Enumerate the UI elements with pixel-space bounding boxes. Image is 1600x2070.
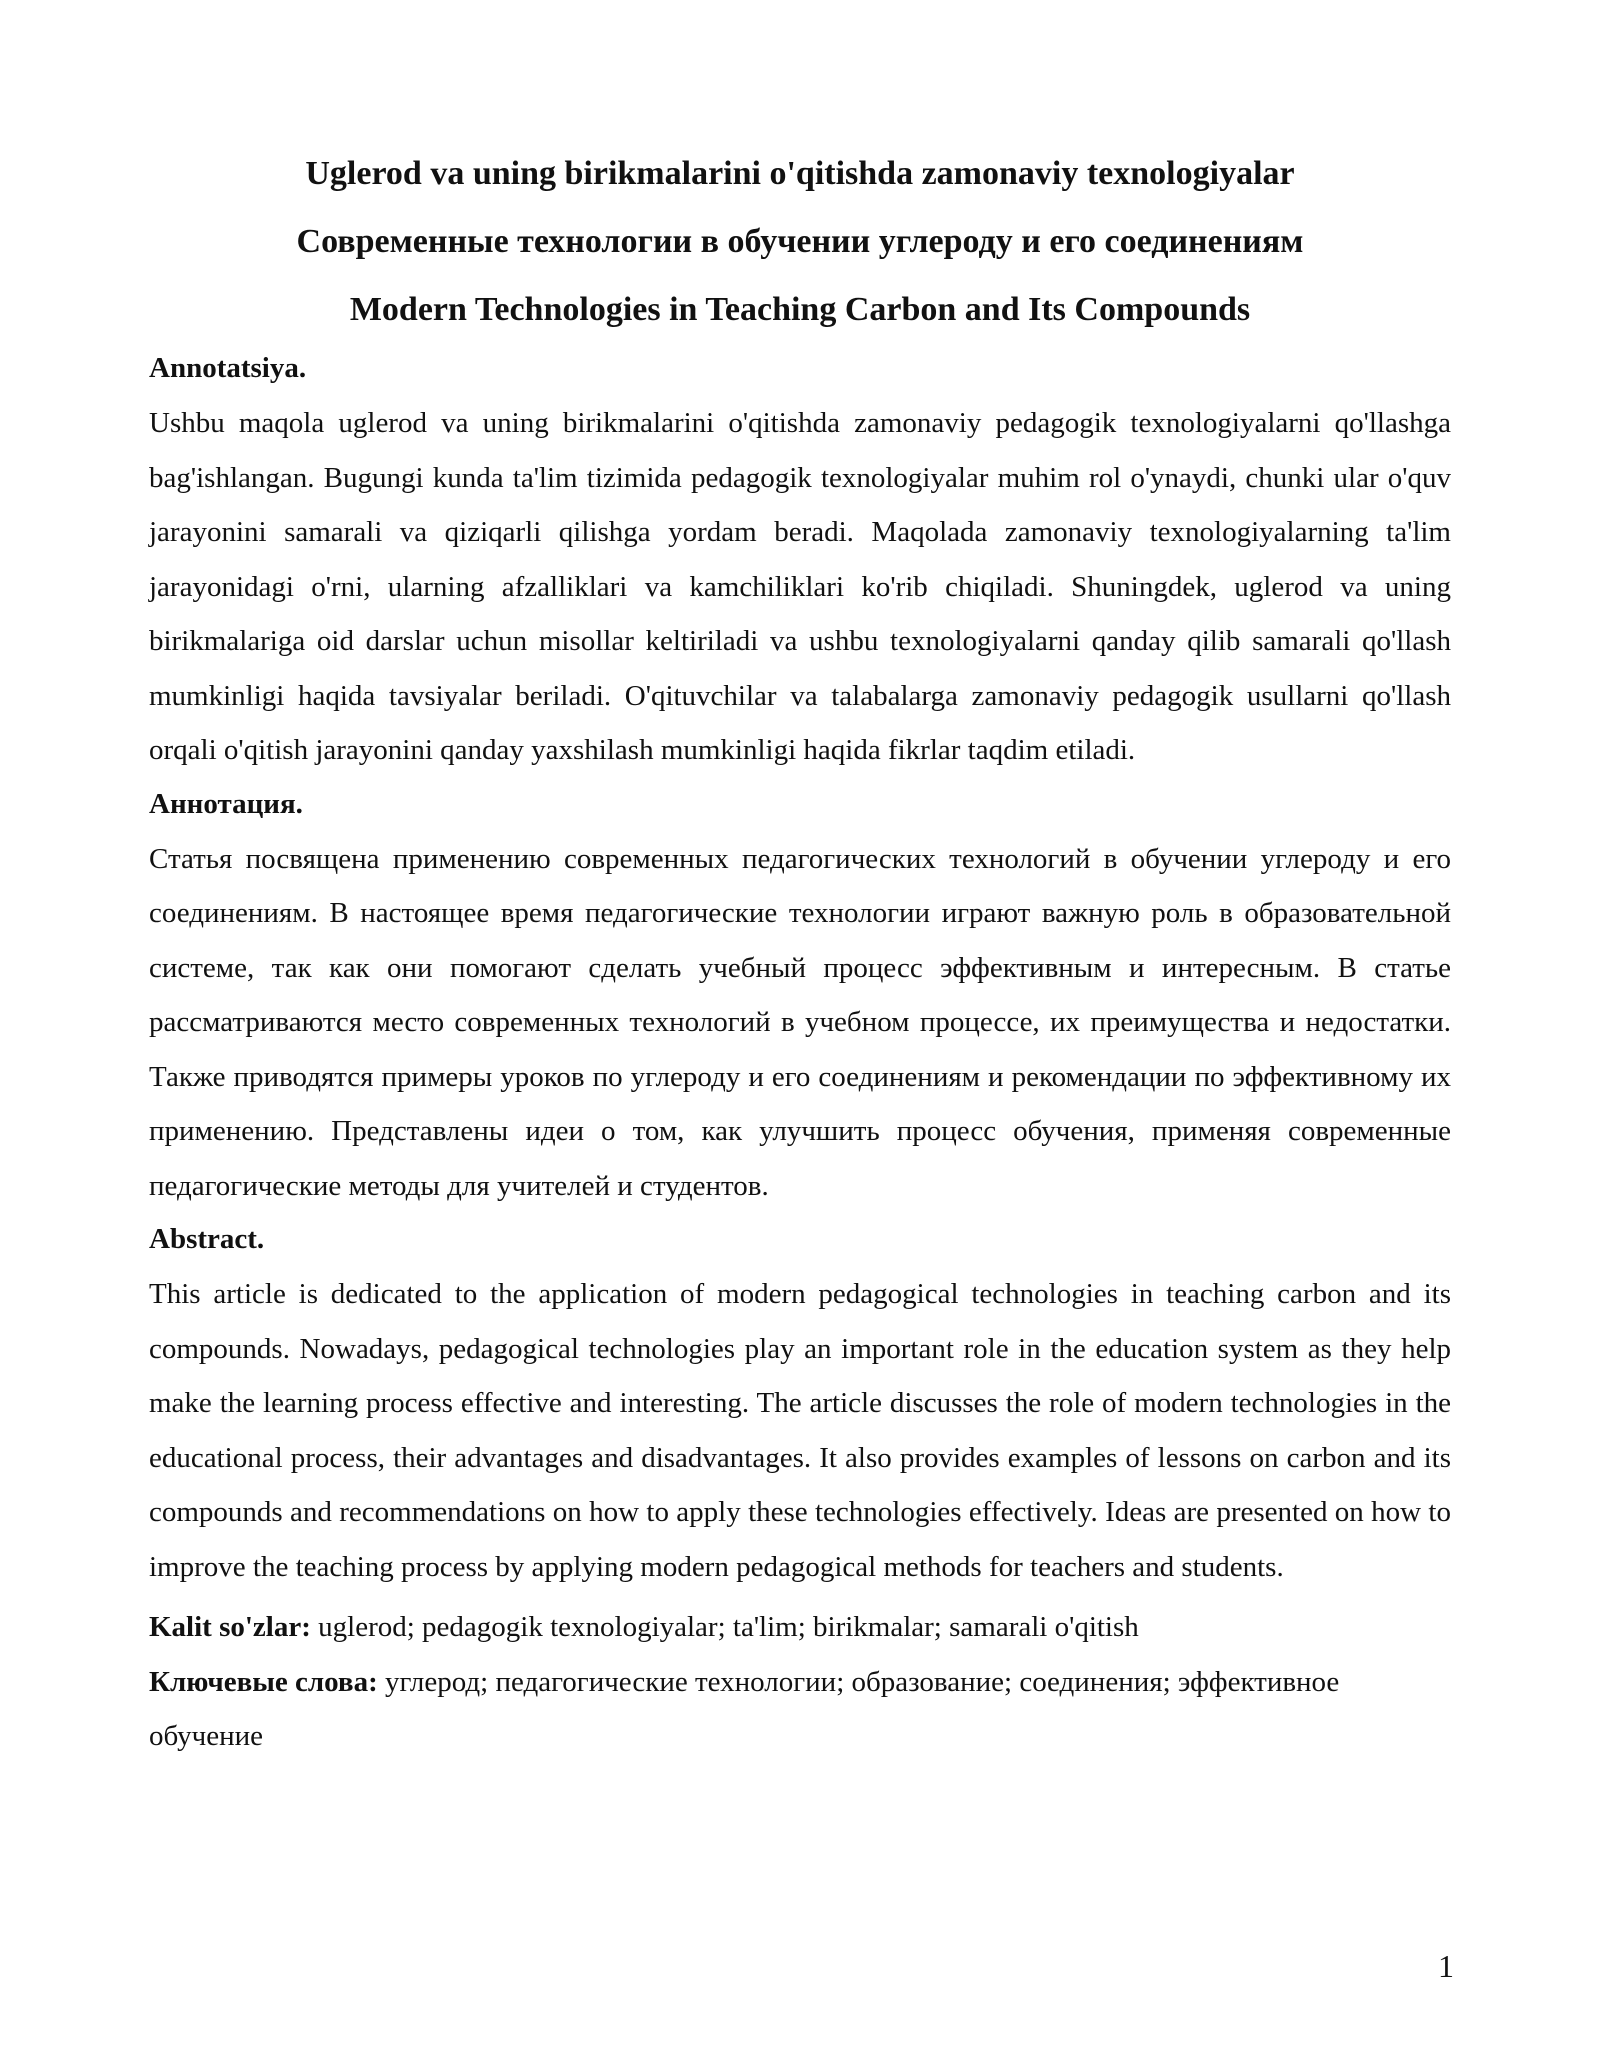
title-english: Modern Technologies in Teaching Carbon and Its Compounds [349, 291, 1251, 328]
page-number: 1 [1438, 1948, 1454, 1984]
keywords-uz-text: uglerod; pedagogik texnologiyalar; ta'lim; birikmalar; samarali o'qitish [310, 1611, 1139, 1643]
keywords-uz-label: Kalit so'zlar: [149, 1611, 311, 1643]
keywords-ru [149, 1655, 1451, 1764]
keywords-uz [149, 1600, 1451, 1655]
abstract-ru-text: Статья посвящена применению современных педагогических технологий в обучении углероду и его соединениям. В настоящее время педагогические технологии играют важную роль в образовательной системе, так как они помогают сделать учебный процесс эффективным и интересным. В статье рассматриваются место современных технологий в учебном процессе, их преимущества и недостатки. Также приводятся примеры уроков по углероду и его соединениям и рекомендации по эффективному их применению. Представлены идеи о том, как улучшить процесс обучения, применяя современные педагогические методы для учителей и студентов. [149, 842, 1451, 1202]
title-uzbek: Uglerod va uning birikmalarini o'qitishda zamonaviy texnologiyalar [305, 155, 1295, 192]
document-page [149, 140, 1451, 1764]
abstract-uz-text: Ushbu maqola uglerod va uning birikmalarini o'qitishda zamonaviy pedagogik texnologiyalarni qo'llashga bag'ishlangan. Bugungi kunda ta'lim tizimida pedagogik texnologiyalar muhim rol o'ynaydi, chunki ular o'quv jarayonini samarali va qiziqarli qilishga yordam beradi. Maqolada zamonaviy texnologiyalarning ta'lim jarayonidagi o'rni, ularning afzalliklari va kamchiliklari ko'rib chiqiladi. Shuningdek, uglerod va uning birikmalariga oid darslar uchun misollar keltiriladi va ushbu texnologiyalarni qanday qilib samarali qo'llash mumkinligi haqida tavsiyalar beriladi. O'qituvchilar va talabalarga zamonaviy pedagogik usullarni qo'llash orqali o'qitish jarayonini qanday yaxshilash mumkinligi haqida fikrlar taqdim etiladi. [149, 407, 1451, 766]
abstract-en-text: This article is dedicated to the application of modern pedagogical technologies in teaching carbon and its compounds. Nowadays, pedagogical technologies play an important role in the education system as they help make the learning process effective and interesting. The article discusses the role of modern technologies in the educational process, their advantages and disadvantages. It also provides examples of lessons on carbon and its compounds and recommendations on how to apply these technologies effectively. Ideas are presented on how to improve the teaching process by applying modern pedagogical methods for teachers and students. [149, 1278, 1451, 1583]
keywords-ru-label: Ключевые слова: [149, 1665, 378, 1698]
keywords-ru-text: углерод; педагогические технологии; образование; соединения; эффективное обучение [149, 1665, 1340, 1752]
abstract-en-heading: Abstract. [149, 1223, 265, 1255]
title-russian: Современные технологии в обучении углероду и его соединениям [296, 223, 1304, 260]
abstract-uz-heading: Annotatsiya. [149, 352, 307, 384]
abstract-ru-heading: Аннотация. [149, 787, 303, 820]
